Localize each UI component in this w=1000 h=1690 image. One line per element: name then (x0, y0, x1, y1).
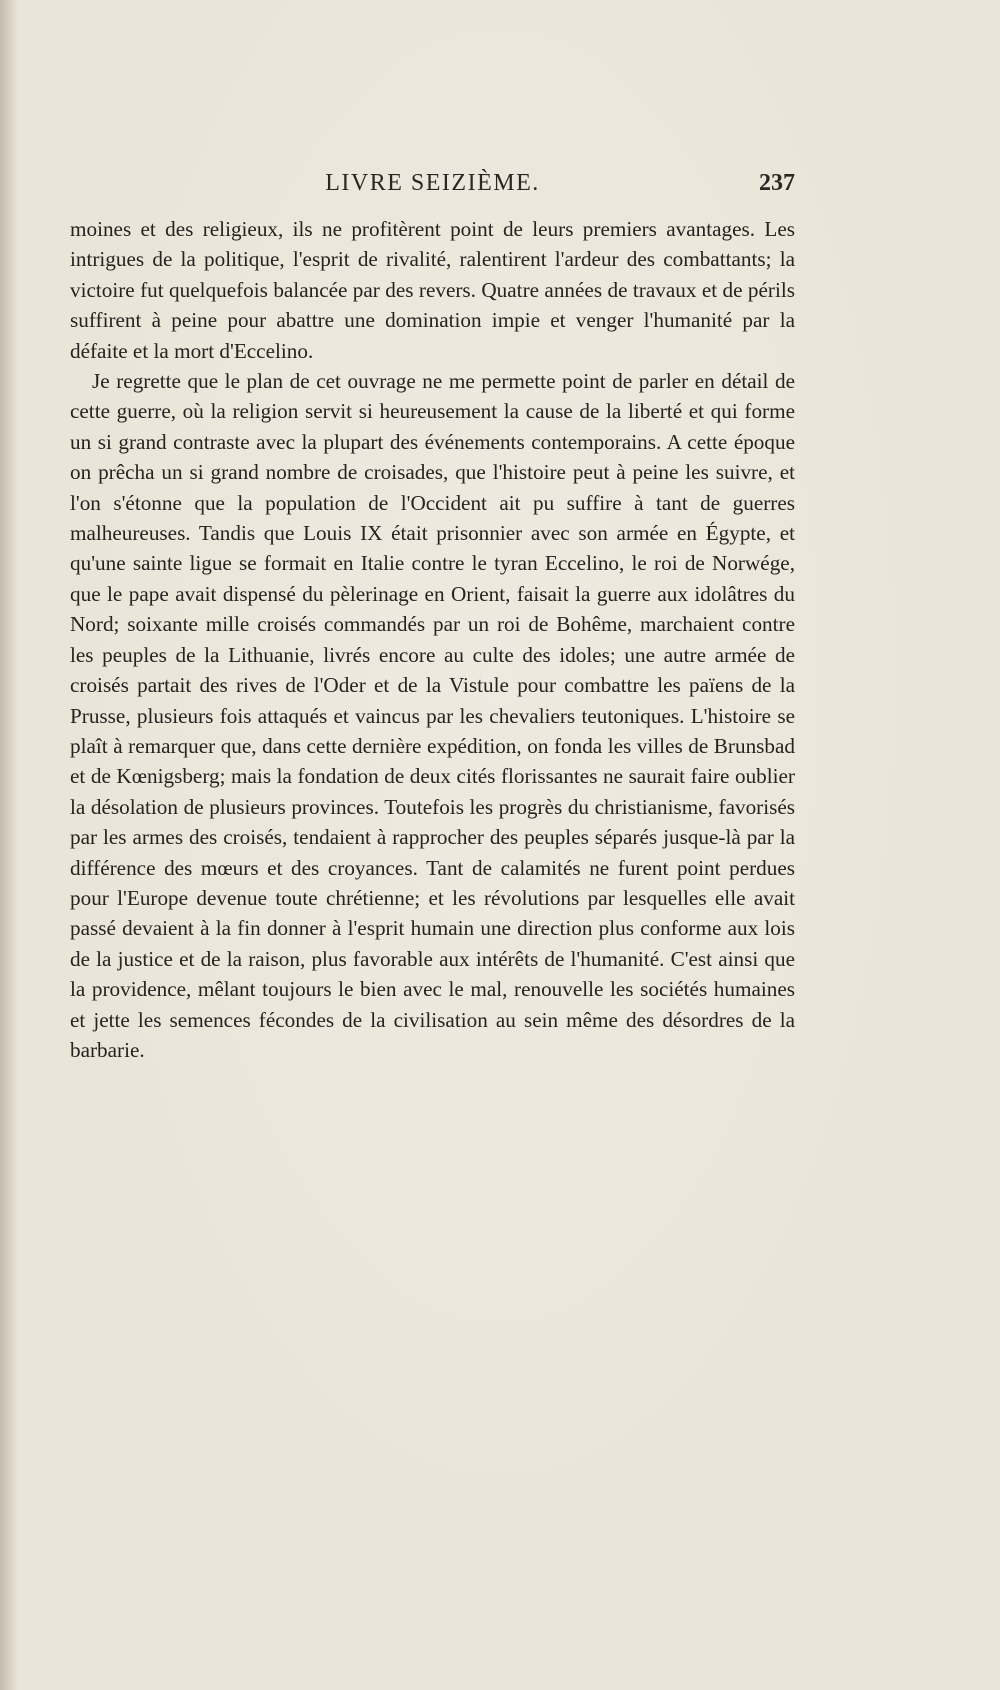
body-text (70, 214, 795, 1065)
page-number: 237 (759, 170, 795, 196)
page-gutter-shadow (0, 0, 18, 1690)
paragraph-2: Je regrette que le plan de cet ouvrage ne me permette point de parler en détail de cette guerre, où la religion servit si heureusement la cause de la liberté et qui forme un si grand contraste avec la plupart des événements contemporains. A cette époque on prêcha un si grand nombre de croisades, que l'histoire peut à peine les suivre, et l'on s'étonne que la population de l'Occident ait pu suffire à tant de guerres malheureuses. Tandis que Louis IX était prisonnier avec son armée en Égypte, et qu'une sainte ligue se formait en Italie contre le tyran Eccelino, le roi de Norwége, que le pape avait dispensé du pèlerinage en Orient, faisait la guerre aux idolâtres du Nord; soixante mille croisés commandés par un roi de Bohême, marchaient contre les peuples de la Lithuanie, livrés encore au culte des idoles; une autre armée de croisés partait des rives de l'Oder et de la Vistule pour combattre les païens de la Prusse, plusieurs fois attaqués et vaincus par les chevaliers teutoniques. L'histoire se plaît à remarquer que, dans cette dernière expédition, on fonda les villes de Brunsbad et de Kœnigsberg; mais la fondation de deux cités florissantes ne saurait faire oublier la désolation de plusieurs provinces. Toutefois les progrès du christianisme, favorisés par les armes des croisés, tendaient à rapprocher des peuples séparés jusque-là par la différence des mœurs et des croyances. Tant de calamités ne furent point perdues pour l'Europe devenue toute chrétienne; et les révolutions par lesquelles elle avait passé devaient à la fin donner à l'esprit humain une direction plus conforme aux lois de la justice et de la raison, plus favorable aux intérêts de l'humanité. C'est ainsi que la providence, mêlant toujours le bien avec le mal, renouvelle les sociétés humaines et jette les semences fécondes de la civilisation au sein même des désordres de la barbarie. (70, 369, 795, 1062)
page-header (70, 170, 795, 204)
running-title: LIVRE SEIZIÈME. (325, 170, 540, 196)
paragraph-1: moines et des religieux, ils ne profitèrent point de leurs premiers avantages. Les intrigues de la politique, l'esprit de rivalité, ralentirent l'ardeur des combattants; la victoire fut quelquefois balancée par des revers. Quatre années de travaux et de périls suffirent à peine pour abattre une domination impie et venger l'humanité par la défaite et la mort d'Eccelino. (70, 217, 795, 363)
